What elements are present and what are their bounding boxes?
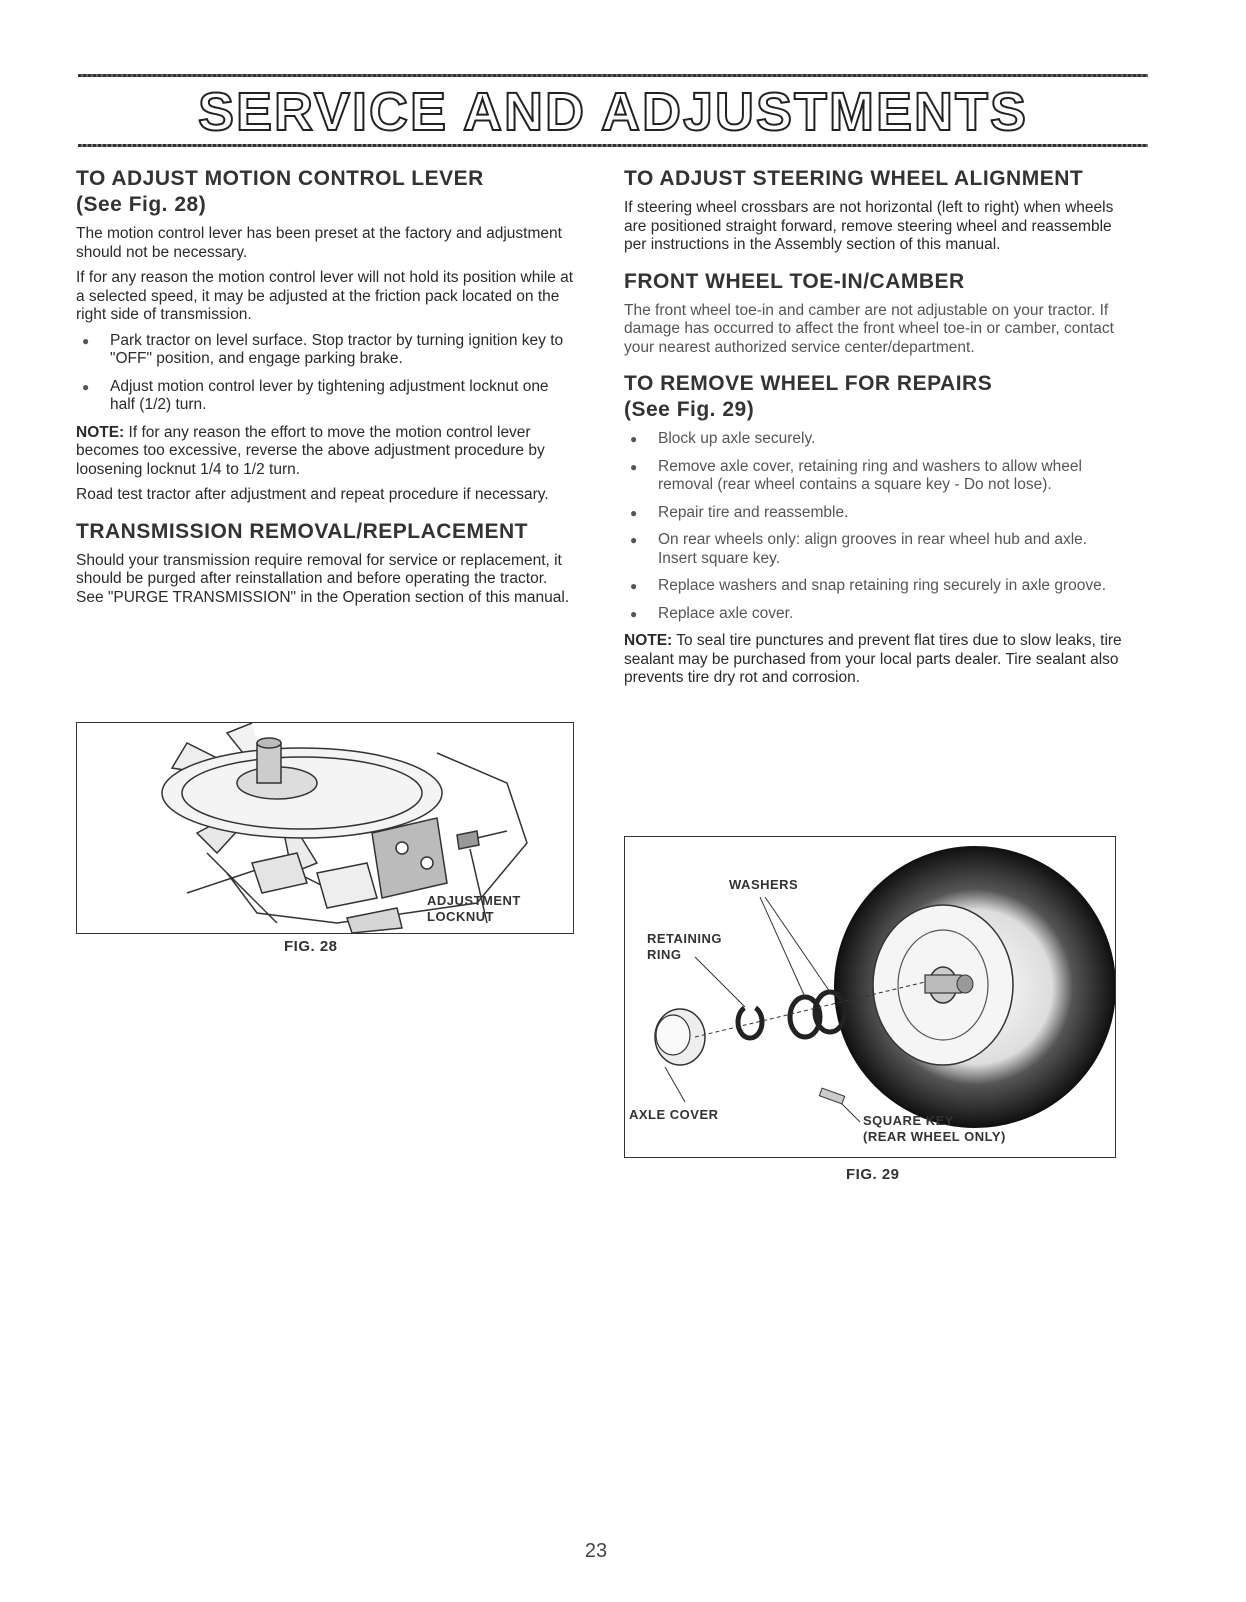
steering-section xyxy=(624,166,1124,255)
page-title: SERVICE AND ADJUSTMENTS xyxy=(197,82,1029,142)
bullet-icon: ● xyxy=(82,333,90,348)
steering-paragraph: If steering wheel crossbars are not horizontal (left to right) when wheels are positioned straight forward, remove steering wheel and reassemble per instructions in the Assembly section of this manual. xyxy=(624,199,1114,253)
left-column xyxy=(76,166,574,607)
note-text: If for any reason the effort to move the motion control lever becomes too excessive, reverse the above adjustment procedure by loosening locknut 1/4 to 1/2 turn. xyxy=(76,423,545,478)
motion-control-paragraph-2: If for any reason the motion control lever will not hold its position while at a selected speed, it may be adjusted at the friction pack located on the right side of transmission. xyxy=(76,269,574,323)
axle-cover-label: AXLE COVER xyxy=(629,1107,719,1122)
list-item: ● Remove axle cover, retaining ring and washers to allow wheel removal (rear wheel contains a square key - Do not lose). xyxy=(630,457,1082,493)
motion-control-section xyxy=(76,166,574,505)
remove-wheel-figure-ref: (See Fig. 29) xyxy=(624,398,755,421)
bullet-icon: ● xyxy=(82,379,90,394)
bullet-icon: ● xyxy=(630,579,638,593)
toe-camber-section xyxy=(624,269,1124,358)
figure-28 xyxy=(76,722,574,934)
remove-wheel-note xyxy=(624,632,1124,688)
bullet-icon: ● xyxy=(630,533,638,547)
list-item: ● Replace axle cover. xyxy=(630,604,794,622)
transmission-paragraph: Should your transmission require removal for service or replacement, it should be purged after reinstallation and before operating the tractor. See "PURGE TRANSMISSION" in the Operation section of this manual. xyxy=(76,551,570,606)
remove-wheel-heading: TO REMOVE WHEEL FOR REPAIRS xyxy=(624,372,993,395)
transmission-heading: TRANSMISSION REMOVAL/REPLACEMENT xyxy=(76,519,528,543)
motion-control-paragraph-1: The motion control lever has been preset at the factory and adjustment should not be necessary. xyxy=(76,225,562,261)
bullet-icon: ● xyxy=(630,606,638,621)
motion-control-paragraph-3: Road test tractor after adjustment and repeat procedure if necessary. xyxy=(76,486,549,503)
list-item: ● Repair tire and reassemble. xyxy=(630,503,849,521)
bullet-icon: ● xyxy=(630,459,638,474)
toe-camber-heading: FRONT WHEEL TOE-IN/CAMBER xyxy=(624,269,965,293)
list-item: ● Park tractor on level surface. Stop tractor by turning ignition key to "OFF" position, and engage parking brake. xyxy=(82,331,564,367)
figure-29 xyxy=(624,836,1116,1158)
motion-control-heading: TO ADJUST MOTION CONTROL LEVER xyxy=(76,167,484,190)
list-item: ● Block up axle securely. xyxy=(630,430,816,447)
list-item: ● Adjust motion control lever by tightening adjustment locknut one half (1/2) turn. xyxy=(82,377,549,413)
bullet-icon: ● xyxy=(630,505,638,520)
bullet-icon: ● xyxy=(630,432,638,446)
motion-control-figure-ref: (See Fig. 28) xyxy=(76,193,207,216)
list-item: ● Replace washers and snap retaining ring securely in axle groove. xyxy=(630,577,1107,594)
adjustment-locknut-label: ADJUSTMENT LOCKNUT xyxy=(427,893,521,924)
remove-wheel-steps xyxy=(624,430,1124,623)
motion-control-steps xyxy=(76,332,574,415)
retaining-ring-label: RETAINING RING xyxy=(647,931,723,962)
note-label: NOTE: xyxy=(624,632,673,649)
figure-28-caption: FIG. 28 xyxy=(284,938,338,955)
title-bottom-rule xyxy=(78,144,1148,147)
motion-control-note xyxy=(76,424,574,480)
toe-camber-paragraph: The front wheel toe-in and camber are not adjustable on your tractor. If damage has occurred to affect the front wheel toe-in or camber, contact your nearest authorized service center/department. xyxy=(624,301,1114,356)
page-number: 23 xyxy=(584,1540,608,1562)
top-rule xyxy=(78,74,1148,77)
square-key-label: SQUARE KEY (REAR WHEEL ONLY) xyxy=(863,1113,1006,1144)
note-text: To seal tire punctures and prevent flat tires due to slow leaks, tire sealant may be purchased from your local parts dealer. Tire sealant also prevents tire dry rot and corrosion. xyxy=(624,632,1122,686)
figure-29-caption: FIG. 29 xyxy=(846,1166,900,1183)
remove-wheel-section xyxy=(624,371,1124,688)
note-label: NOTE: xyxy=(76,423,125,441)
transmission-section xyxy=(76,519,574,608)
right-column xyxy=(624,166,1124,688)
washers-label: WASHERS xyxy=(729,877,799,892)
list-item: ● On rear wheels only: align grooves in rear wheel hub and axle. Insert square key. xyxy=(630,531,1088,567)
steering-heading: TO ADJUST STEERING WHEEL ALIGNMENT xyxy=(624,167,1084,190)
